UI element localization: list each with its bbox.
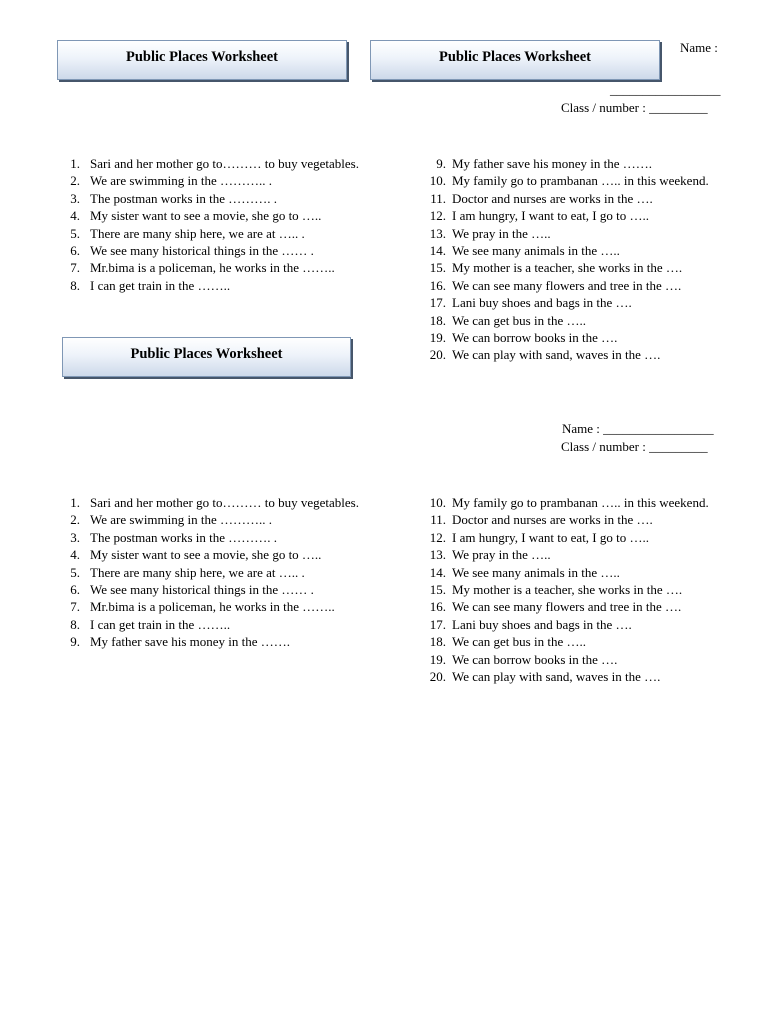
question-number: 5. — [70, 225, 80, 241]
name-label: Name : — [680, 40, 718, 55]
worksheet-title-box-1 — [57, 40, 347, 80]
worksheet-title-box-3 — [62, 337, 351, 377]
question-number: 2. — [70, 173, 80, 189]
question-number: 15. — [429, 260, 446, 276]
question-text: We can borrow books in the …. — [452, 330, 618, 346]
question-text: My father save his money in the ……. — [90, 634, 291, 650]
question-text: My mother is a teacher, she works in the …. — [452, 582, 683, 598]
question-number: 3. — [70, 529, 80, 545]
question-text: My sister want to see a movie, she go to ….. — [90, 208, 322, 224]
question-list-right — [428, 155, 728, 364]
question-text: We can borrow books in the …. — [452, 651, 618, 667]
question-text: I can get train in the …….. — [90, 277, 231, 293]
question-text: We can see many flowers and tree in the …. — [452, 599, 682, 615]
question-item — [66, 546, 366, 563]
question-text: My father save his money in the ……. — [452, 156, 653, 171]
question-item — [428, 511, 728, 528]
question-item — [428, 546, 728, 563]
question-number: 11. — [430, 512, 446, 528]
question-text: We are swimming in the ……….. . — [90, 512, 273, 528]
question-text: We see many historical things in the …… . — [90, 582, 314, 598]
question-item — [428, 172, 728, 189]
worksheet-title: Public Places Worksheet — [130, 345, 283, 362]
question-item — [66, 616, 366, 633]
question-number: 9. — [436, 156, 446, 171]
question-number: 10. — [429, 495, 446, 510]
question-text: My mother is a teacher, she works in the …. — [452, 260, 683, 276]
question-item — [428, 207, 728, 224]
name-line: _________________ — [610, 82, 721, 97]
question-number: 1. — [70, 495, 80, 510]
question-number: 16. — [429, 599, 446, 615]
question-text: Doctor and nurses are works in the …. — [452, 190, 653, 206]
question-text: Doctor and nurses are works in the …. — [452, 512, 653, 528]
question-item — [428, 651, 728, 668]
question-text: We can get bus in the ….. — [452, 312, 586, 328]
question-item — [428, 225, 728, 242]
question-item — [428, 242, 728, 259]
question-item — [66, 564, 366, 581]
question-number: 14. — [429, 243, 446, 259]
question-item — [428, 529, 728, 546]
question-number: 6. — [70, 243, 80, 259]
question-number: 5. — [70, 564, 80, 580]
question-number: 12. — [429, 529, 446, 545]
question-text: We can see many flowers and tree in the …. — [452, 277, 682, 293]
question-text: I am hungry, I want to eat, I go to ….. — [452, 208, 649, 224]
question-text: We pray in the ….. — [452, 225, 551, 241]
question-number: 9. — [70, 634, 80, 650]
question-number: 8. — [70, 616, 80, 632]
question-text: We can play with sand, waves in the …. — [452, 347, 661, 363]
question-text: We can get bus in the ….. — [452, 634, 586, 650]
question-item — [66, 598, 366, 615]
question-number: 2. — [70, 512, 80, 528]
question-number: 7. — [70, 260, 80, 276]
question-number: 20. — [429, 347, 446, 363]
question-text: Lani buy shoes and bags in the …. — [452, 295, 632, 311]
question-item — [428, 668, 728, 685]
class-number-label: Class / number : _________ — [561, 100, 708, 115]
question-number: 11. — [430, 190, 446, 206]
question-item — [66, 172, 366, 189]
question-number: 3. — [70, 190, 80, 206]
question-item — [428, 155, 728, 172]
question-text: My family go to prambanan ….. in this weekend. — [452, 495, 709, 510]
worksheet-title: Public Places Worksheet — [439, 48, 591, 65]
question-item — [66, 494, 366, 511]
question-number: 14. — [429, 564, 446, 580]
question-item — [66, 225, 366, 242]
question-text: I am hungry, I want to eat, I go to ….. — [452, 529, 649, 545]
question-item — [66, 242, 366, 259]
question-item — [66, 207, 366, 224]
question-item — [428, 494, 728, 511]
question-number: 19. — [429, 651, 446, 667]
question-number: 16. — [429, 277, 446, 293]
question-text: There are many ship here, we are at ….. . — [90, 564, 305, 580]
question-item — [66, 529, 366, 546]
question-number: 20. — [429, 669, 446, 685]
question-text: Mr.bima is a policeman, he works in the …….. — [90, 599, 335, 615]
question-item — [428, 581, 728, 598]
question-list-left — [66, 494, 366, 651]
question-item — [428, 259, 728, 276]
question-number: 18. — [429, 634, 446, 650]
question-text: I can get train in the …….. — [90, 616, 231, 632]
worksheet-title: Public Places Worksheet — [126, 48, 278, 65]
question-number: 7. — [70, 599, 80, 615]
question-number: 4. — [70, 208, 80, 224]
question-number: 4. — [70, 547, 80, 563]
question-number: 19. — [429, 330, 446, 346]
question-item — [428, 190, 728, 207]
question-number: 12. — [429, 208, 446, 224]
question-number: 18. — [429, 312, 446, 328]
worksheet-title-box-2 — [370, 40, 660, 80]
question-text: We can play with sand, waves in the …. — [452, 669, 661, 685]
question-number: 1. — [70, 156, 80, 171]
question-list-right — [428, 494, 728, 685]
question-text: We are swimming in the ……….. . — [90, 173, 273, 189]
question-number: 13. — [429, 225, 446, 241]
question-number: 6. — [70, 582, 80, 598]
question-item — [428, 277, 728, 294]
question-item — [66, 511, 366, 528]
question-number: 10. — [429, 173, 446, 189]
question-text: We see many animals in the ….. — [452, 243, 620, 259]
question-number: 15. — [429, 582, 446, 598]
question-item — [428, 346, 728, 363]
question-item — [428, 633, 728, 650]
question-number: 17. — [429, 295, 446, 311]
question-text: There are many ship here, we are at ….. . — [90, 225, 305, 241]
question-text: The postman works in the ………. . — [90, 190, 278, 206]
question-text: Sari and her mother go to……… to buy vegetables. — [90, 156, 359, 171]
question-text: Sari and her mother go to……… to buy vegetables. — [90, 495, 359, 510]
question-item — [66, 581, 366, 598]
question-item — [66, 633, 366, 650]
question-item — [428, 312, 728, 329]
question-item — [428, 564, 728, 581]
class-number-label: Class / number : _________ — [561, 439, 708, 454]
question-number: 17. — [429, 616, 446, 632]
question-text: My family go to prambanan ….. in this weekend. — [452, 173, 709, 189]
question-list-left — [66, 155, 366, 294]
name-label: Name : _________________ — [562, 421, 714, 436]
question-item — [66, 277, 366, 294]
question-item — [66, 259, 366, 276]
question-text: The postman works in the ………. . — [90, 529, 278, 545]
question-text: We see many historical things in the …… . — [90, 243, 314, 259]
question-text: We pray in the ….. — [452, 547, 551, 563]
question-text: Mr.bima is a policeman, he works in the …….. — [90, 260, 335, 276]
question-text: Lani buy shoes and bags in the …. — [452, 616, 632, 632]
question-text: We see many animals in the ….. — [452, 564, 620, 580]
question-number: 8. — [70, 277, 80, 293]
question-item — [428, 329, 728, 346]
question-item — [428, 294, 728, 311]
question-item — [428, 616, 728, 633]
question-item — [66, 155, 366, 172]
question-item — [66, 190, 366, 207]
question-item — [428, 598, 728, 615]
question-number: 13. — [429, 547, 446, 563]
question-text: My sister want to see a movie, she go to ….. — [90, 547, 322, 563]
